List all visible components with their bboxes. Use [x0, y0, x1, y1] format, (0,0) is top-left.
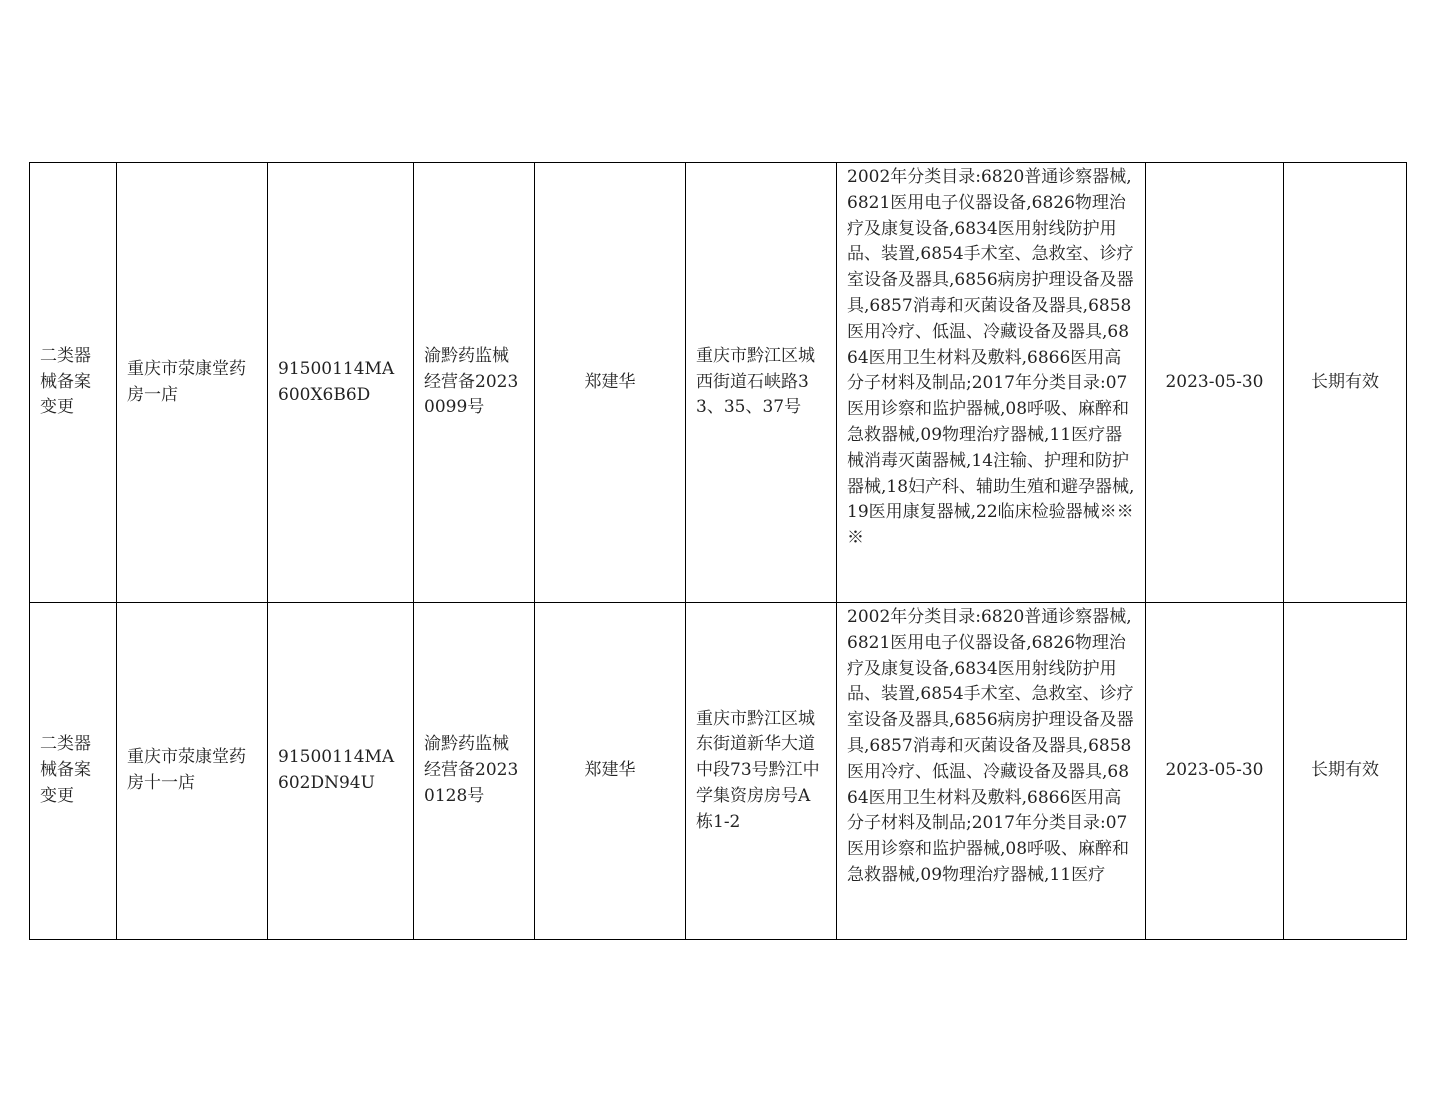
validity-period: 长期有效: [1284, 163, 1407, 603]
business-scope-cell: [837, 603, 1146, 940]
record-type: 二类器械备案变更: [30, 163, 117, 603]
filing-date: 2023-05-30: [1146, 603, 1284, 940]
responsible-person: 郑建华: [535, 163, 686, 603]
credit-code: 91500114MA600X6B6D: [268, 163, 414, 603]
filing-number: 渝黔药监械经营备20230128号: [414, 603, 535, 940]
business-address: 重庆市黔江区城东街道新华大道中段73号黔江中学集资房房号A栋1-2: [686, 603, 837, 940]
table-row: [30, 163, 1407, 603]
filing-date: 2023-05-30: [1146, 163, 1284, 603]
business-scope: 2002年分类目录:6820普通诊察器械,6821医用电子仪器设备,6826物理治疗及康复设备,6834医用射线防护用品、装置,6854手术室、急救室、诊疗室设备及器具,6856病房护理设备及器具,6857消毒和灭菌设备及器具,6858医用冷疗、低温、冷藏设备及器具,6864医用卫生材料及敷料,6866医用高分子材料及制品;2017年分类目录:07医用诊察和监护器械,08呼吸、麻醉和急救器械,09物理治疗器械,11医疗: [847, 607, 1134, 885]
record-type: 二类器械备案变更: [30, 603, 117, 940]
filing-number: 渝黔药监械经营备20230099号: [414, 163, 535, 603]
business-scope: 2002年分类目录:6820普通诊察器械,6821医用电子仪器设备,6826物理治疗及康复设备,6834医用射线防护用品、装置,6854手术室、急救室、诊疗室设备及器具,6856病房护理设备及器具,6857消毒和灭菌设备及器具,6858医用冷疗、低温、冷藏设备及器具,6864医用卫生材料及敷料,6866医用高分子材料及制品;2017年分类目录:07医用诊察和监护器械,08呼吸、麻醉和急救器械,09物理治疗器械,11医疗器械消毒灭菌器械,14注输、护理和防护器械,18妇产科、辅助生殖和避孕器械,19医用康复器械,22临床检验器械※※※: [837, 163, 1146, 603]
records-table: [29, 162, 1407, 940]
responsible-person: 郑建华: [535, 603, 686, 940]
company-name: 重庆市荥康堂药房十一店: [117, 603, 268, 940]
validity-period: 长期有效: [1284, 603, 1407, 940]
credit-code: 91500114MA602DN94U: [268, 603, 414, 940]
table-row: [30, 603, 1407, 940]
business-address: 重庆市黔江区城西街道石峡路33、35、37号: [686, 163, 837, 603]
company-name: 重庆市荥康堂药房一店: [117, 163, 268, 603]
